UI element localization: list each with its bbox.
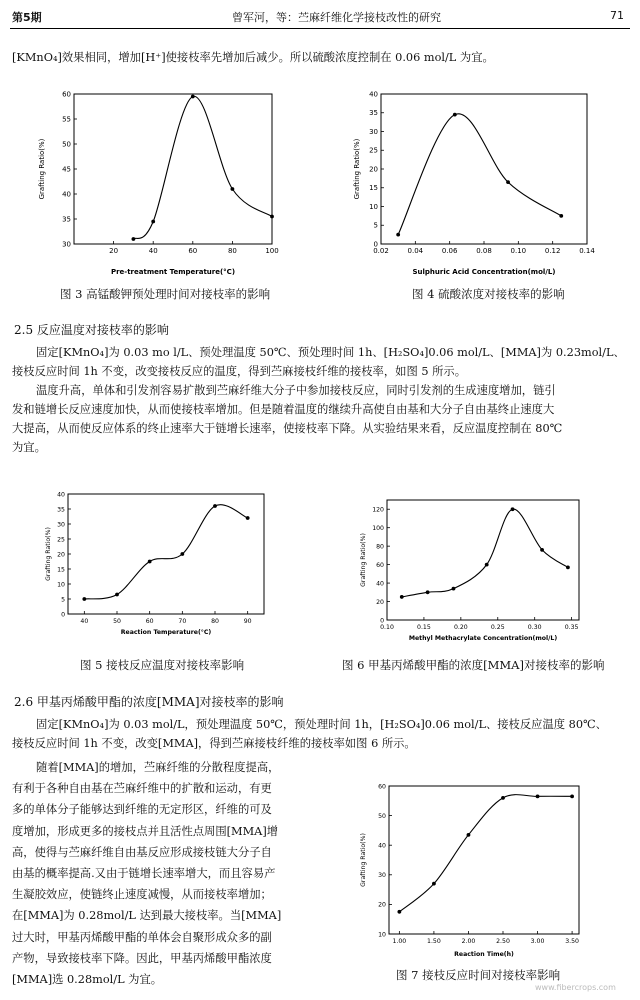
y-tick-label: 20 (57, 551, 65, 559)
x-axis-label: Reaction Temperature(°C) (120, 629, 212, 636)
y-tick-label: 50 (62, 140, 71, 149)
x-tick-label: 1.50 (427, 938, 441, 945)
paragraph-line: 在[MMA]为 0.28mol/L 达到最大接枝率。当[MMA] (12, 909, 282, 923)
paragraph-line: 固定[KMnO₄]为 0.03 mo l/L、预处理温度 50℃、预处理时间 1h、[H₂SO₄]0.06 mol/L、[MMA]为 0.23mol/L、 (36, 346, 625, 359)
plot-frame (68, 494, 264, 614)
data-point (453, 113, 457, 117)
y-tick-label: 45 (62, 165, 71, 174)
y-axis-label: Grafting Ratio(%) (38, 138, 46, 200)
data-point (432, 882, 436, 886)
x-axis-label: Methyl Methacrylate Concentration(mol/L) (408, 635, 558, 642)
y-tick-label: 30 (378, 872, 386, 880)
y-tick-label: 10 (369, 202, 378, 211)
caption-fig4: 图 4 硫酸浓度对接枝率的影响 (412, 287, 565, 301)
y-tick-label: 0 (380, 617, 384, 625)
data-point (151, 220, 155, 224)
paragraph-line: 随着[MMA]的增加，苎麻纤维的分散程度提高， (36, 761, 280, 774)
data-point (506, 180, 510, 184)
y-tick-label: 25 (369, 146, 378, 155)
y-tick-label: 5 (61, 596, 65, 604)
y-tick-label: 35 (369, 109, 378, 118)
paragraph-line: 度增加，形成更多的接枝点并且活性点周围[MMA]增 (12, 824, 279, 838)
series-line (399, 795, 572, 912)
plot-frame (389, 786, 579, 934)
y-tick-label: 40 (378, 842, 386, 850)
x-tick-label: 0.25 (490, 624, 505, 631)
header-rule (10, 28, 630, 29)
y-tick-label: 40 (376, 580, 384, 588)
series-line (84, 505, 247, 599)
plot-frame (381, 94, 587, 244)
y-tick-label: 40 (57, 491, 65, 499)
data-point (180, 552, 184, 556)
y-tick-label: 35 (57, 506, 65, 514)
x-axis-label: Reaction Time(h) (454, 951, 514, 958)
page-number: 71 (610, 9, 624, 22)
data-point (396, 233, 400, 237)
chart-svg (30, 88, 280, 278)
paragraph-line: 发和链增长反应速度加快，从而使接枝率增加。但是随着温度的继续升高使自由基和大分子自由基终止速度大 (12, 403, 555, 416)
x-tick-label: 0.10 (510, 247, 527, 255)
chart-fig6 (355, 496, 585, 648)
paragraph-line: 生凝胶效应，使链终止速度减慢，从而接枝率增加； (12, 888, 272, 902)
running-title: 曾军河，等：苎麻纤维化学接枝改性的研究 (232, 11, 441, 24)
x-tick-label: 60 (145, 618, 154, 625)
paragraph-line: 温度升高，单体和引发剂容易扩散到苎麻纤维大分子中参加接枝反应，同时引发剂的生成速度增加，链引 (36, 384, 556, 397)
page-header (0, 0, 640, 30)
x-tick-label: 0.35 (564, 624, 579, 631)
x-axis-label: Sulphuric Acid Concentration(mol/L) (412, 268, 556, 276)
x-tick-label: 2.00 (461, 938, 476, 945)
data-point (452, 587, 456, 591)
caption-fig5: 图 5 接枝反应温度对接枝率影响 (80, 658, 245, 672)
y-tick-label: 120 (372, 506, 384, 514)
caption-fig7: 图 7 接枝反应时间对接枝率影响 (396, 968, 561, 982)
section-heading-2-6: 2.6 甲基丙烯酸甲酯的浓度[MMA]对接枝率的影响 (14, 695, 284, 709)
chart-fig5 (40, 490, 270, 642)
paragraph-line: 产物，导致接枝率下降。因此，甲基丙烯酸甲酯浓度 (12, 951, 272, 965)
x-tick-label: 0.15 (417, 624, 431, 631)
plot-frame (74, 94, 272, 244)
x-tick-label: 0.12 (544, 247, 561, 255)
series-line (398, 114, 561, 235)
x-tick-label: 20 (109, 247, 119, 255)
chart-svg (40, 490, 270, 638)
data-point (566, 565, 570, 569)
data-point (501, 796, 505, 800)
x-tick-label: 40 (148, 247, 158, 255)
x-tick-label: 80 (211, 618, 219, 625)
y-tick-label: 30 (62, 240, 71, 249)
data-point (467, 833, 471, 837)
y-axis-label: Grafting Ratio(%) (45, 527, 52, 581)
y-tick-label: 40 (62, 190, 71, 199)
y-tick-label: 20 (376, 598, 384, 606)
x-tick-label: 0.06 (441, 247, 458, 255)
y-tick-label: 15 (369, 184, 378, 193)
x-tick-label: 0.14 (579, 247, 595, 255)
y-axis-label: Grafting Ratio(%) (353, 138, 361, 200)
x-tick-label: 0.08 (476, 247, 492, 255)
data-point (246, 516, 250, 520)
x-tick-label: 100 (265, 247, 279, 255)
paragraph-line: 固定[KMnO₄]为 0.03 mol/L，预处理温度 50℃，预处理时间 1h，[H₂SO₄]0.06 mol/L、接枝反应温度 80℃、 (36, 718, 607, 731)
data-point (485, 563, 489, 567)
x-tick-label: 80 (227, 247, 237, 255)
data-point (397, 910, 401, 914)
y-tick-label: 20 (378, 901, 386, 909)
data-point (400, 595, 404, 599)
x-tick-label: 0.10 (380, 624, 394, 631)
series-line (402, 509, 568, 597)
paragraph-line: 由基的概率提高.又由于链增长速率增大，而且容易产 (12, 867, 276, 880)
y-tick-label: 55 (62, 115, 71, 124)
data-point (570, 794, 574, 798)
x-tick-label: 3.00 (530, 938, 545, 945)
x-tick-label: 0.04 (407, 247, 424, 255)
x-tick-label: 0.02 (373, 247, 389, 255)
x-tick-label: 2.50 (496, 938, 510, 945)
data-point (540, 548, 544, 552)
plot-frame (387, 500, 579, 620)
y-tick-label: 35 (62, 215, 71, 224)
y-tick-label: 10 (57, 581, 65, 589)
paragraph-line: [MMA]选 0.28mol/L 为宜。 (12, 973, 163, 986)
x-tick-label: 0.30 (527, 624, 542, 631)
x-tick-label: 40 (80, 618, 89, 625)
paragraph-line: 高，使得与苎麻纤维自由基反应形成接枝链大分子自 (12, 845, 272, 859)
data-point (231, 187, 235, 191)
y-tick-label: 50 (378, 812, 386, 820)
data-point (559, 214, 563, 218)
paragraph-line: 多的单体分子能够达到纤维的无定形区，纤维的可及 (12, 803, 272, 817)
caption-fig3: 图 3 高锰酸钾预处理时间对接枝率的影响 (60, 287, 271, 301)
chart-svg (345, 88, 595, 278)
data-point (536, 794, 540, 798)
chart-svg (355, 782, 585, 960)
x-tick-label: 70 (178, 618, 187, 625)
chart-fig3 (30, 88, 280, 282)
chart-fig7 (355, 782, 585, 964)
section-heading-2-5: 2.5 反应温度对接枝率的影响 (14, 323, 169, 337)
series-line (133, 96, 272, 239)
data-point (132, 237, 136, 241)
y-tick-label: 80 (376, 543, 384, 551)
y-tick-label: 0 (373, 240, 378, 249)
y-axis-label: Grafting Ratio(%) (360, 533, 367, 587)
y-tick-label: 0 (61, 611, 65, 619)
y-tick-label: 60 (378, 783, 386, 791)
paragraph-line: 大提高，从而使反应体系的终止速率大于链增长速率，使接枝率下降。从实验结果来看，反应温度控制在 80℃ (12, 422, 563, 435)
paragraph-line: 有利于各种自由基在苎麻纤维中的扩散和运动，有更 (12, 782, 272, 796)
data-point (270, 215, 274, 219)
y-tick-label: 30 (369, 127, 378, 136)
data-point (82, 597, 86, 601)
issue-number: 第5期 (12, 11, 42, 24)
x-tick-label: 1.00 (392, 938, 407, 945)
y-tick-label: 15 (57, 566, 65, 574)
y-axis-label: Grafting Ratio(%) (360, 833, 367, 887)
chart-svg (355, 496, 585, 644)
paragraph-line: 接枝反应时间 1h 不变，改变接枝反应的温度，得到苎麻接枝纤维的接枝率，如图 5 所示。 (12, 365, 467, 378)
data-point (191, 95, 195, 99)
y-tick-label: 60 (376, 561, 384, 569)
caption-fig6: 图 6 甲基丙烯酸甲酯的浓度[MMA]对接枝率的影响 (342, 658, 605, 672)
y-tick-label: 40 (369, 90, 378, 99)
data-point (213, 504, 217, 508)
paragraph-line: 接枝反应时间 1h 不变，改变[MMA]，得到苎麻接枝纤维的接枝率如图 6 所示。 (12, 737, 416, 750)
y-tick-label: 25 (57, 536, 65, 544)
x-tick-label: 90 (243, 618, 252, 625)
chart-fig4 (345, 88, 595, 282)
data-point (426, 590, 430, 594)
y-tick-label: 100 (372, 524, 384, 532)
paragraph-line: 为宜。 (12, 441, 46, 454)
x-tick-label: 60 (188, 247, 198, 255)
y-tick-label: 30 (57, 521, 65, 529)
intro-paragraph: [KMnO₄]效果相同，增加[H⁺]使接枝率先增加后减少。所以硫酸浓度控制在 0.06 mol/L 为宜。 (12, 51, 494, 64)
watermark-text: www.fibercrops.com (535, 983, 616, 992)
x-axis-label: Pre-treatment Temperature(°C) (110, 268, 236, 276)
paragraph-line: 过大时，甲基丙烯酸甲酯的单体会自聚形成众多的副 (12, 930, 272, 944)
y-tick-label: 60 (62, 90, 71, 99)
x-tick-label: 0.20 (453, 624, 468, 631)
y-tick-label: 5 (373, 221, 378, 230)
data-point (115, 593, 119, 597)
data-point (148, 560, 152, 564)
data-point (511, 507, 515, 511)
x-tick-label: 50 (113, 618, 121, 625)
y-tick-label: 20 (369, 165, 378, 174)
y-tick-label: 10 (378, 931, 386, 939)
x-tick-label: 3.50 (565, 938, 579, 945)
